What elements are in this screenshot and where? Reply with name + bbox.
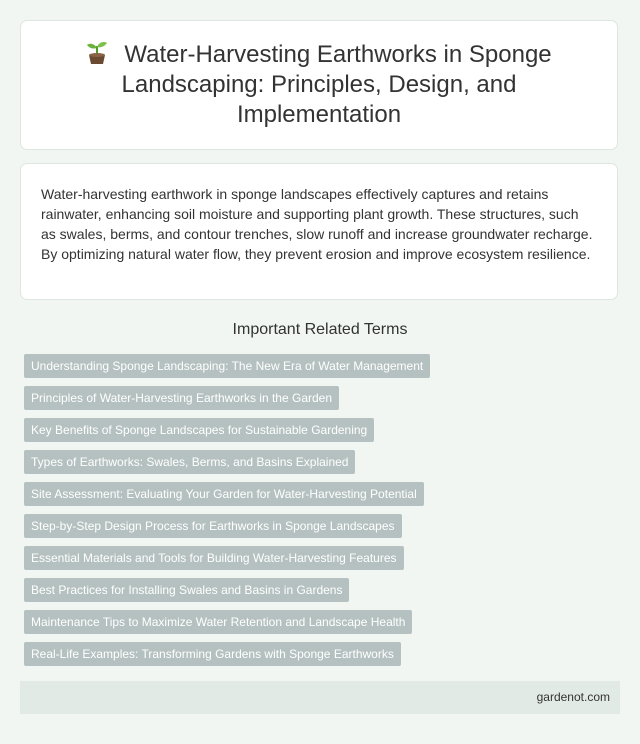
related-term-tag[interactable]: Key Benefits of Sponge Landscapes for Sustainable Gardening [24, 418, 374, 442]
page-title-text: Water-Harvesting Earthworks in Sponge Landscaping: Principles, Design, and Implementation [121, 41, 552, 128]
list-item [24, 514, 624, 538]
related-term-tag[interactable]: Site Assessment: Evaluating Your Garden for Water-Harvesting Potential [24, 482, 424, 506]
related-term-tag[interactable]: Types of Earthworks: Swales, Berms, and Basins Explained [24, 450, 355, 474]
related-term-tag[interactable]: Best Practices for Installing Swales and Basins in Gardens [24, 578, 349, 602]
list-item [24, 418, 624, 442]
list-item [24, 610, 624, 634]
list-item [24, 482, 624, 506]
summary-card [20, 163, 618, 300]
list-item [24, 642, 624, 666]
list-item [24, 578, 624, 602]
related-term-tag[interactable]: Understanding Sponge Landscaping: The New Era of Water Management [24, 354, 430, 378]
related-term-tag[interactable]: Maintenance Tips to Maximize Water Retention and Landscape Health [24, 610, 412, 634]
list-item [24, 450, 624, 474]
list-item [24, 386, 624, 410]
related-term-tag[interactable]: Step-by-Step Design Process for Earthworks in Sponge Landscapes [24, 514, 402, 538]
page-title [79, 40, 559, 130]
footer-site-link[interactable]: gardenot.com [536, 690, 610, 704]
related-term-tag[interactable]: Real-Life Examples: Transforming Gardens with Sponge Earthworks [24, 642, 401, 666]
list-item [24, 354, 624, 378]
related-terms-list [24, 354, 624, 674]
related-terms-heading: Important Related Terms [232, 321, 408, 338]
list-item [24, 546, 624, 570]
related-term-tag[interactable]: Principles of Water-Harvesting Earthworks in the Garden [24, 386, 339, 410]
title-card [20, 20, 618, 150]
summary-text: Water-harvesting earthwork in sponge landscapes effectively captures and retains rainwater, enhancing soil moisture and supporting plant growth. These structures, such as swales, berms, and contour trenches, slow runoff and increase groundwater recharge. By optimizing natural water flow, they prevent erosion and improve ecosystem resilience. [41, 186, 593, 262]
footer [20, 681, 620, 714]
sprout-icon [86, 41, 108, 65]
related-term-tag[interactable]: Essential Materials and Tools for Building Water-Harvesting Features [24, 546, 404, 570]
